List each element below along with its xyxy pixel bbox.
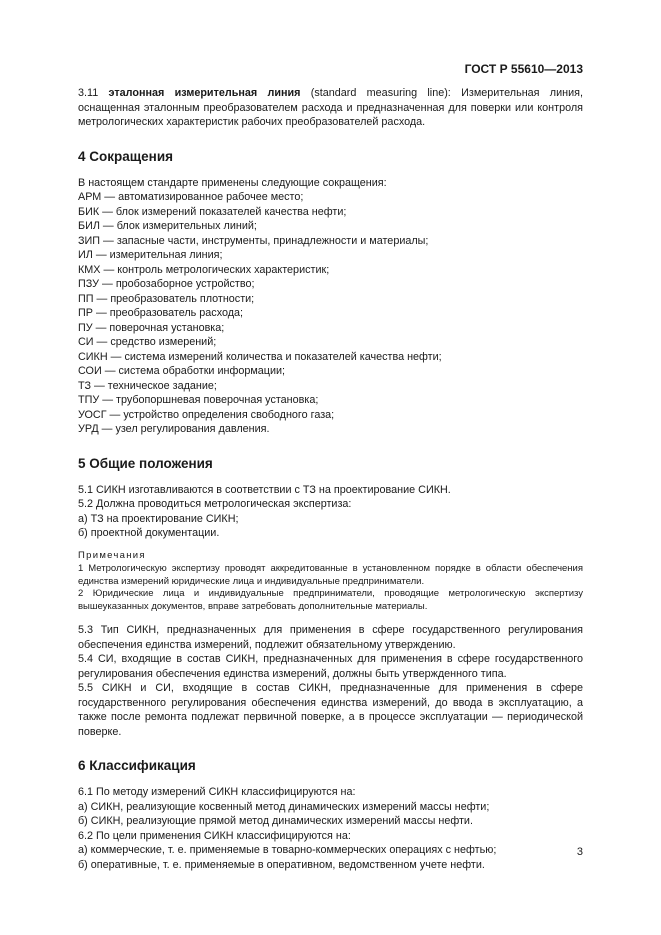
notes-title: Примечания — [78, 549, 146, 561]
section-4-intro: В настоящем стандарте применены следующие сокращения: — [78, 176, 387, 189]
paragraph-5-5: 5.5 СИКН и СИ, входящие в состав СИКН, предназначенные для применения в сфере государственного регулирования обеспечения единства измерений, до ввода в эксплуатацию, а также после ремонта подлежат первичной поверке, а в процессе эксплуатации — периодической поверке. — [78, 682, 583, 738]
paragraph-5-1: 5.1 СИКН изготавливаются в соответствии с ТЗ на проектирование СИКН. — [78, 483, 451, 496]
definition-number: 3.11 — [78, 87, 99, 99]
document-body — [78, 86, 583, 872]
abbreviation-item: ПЗУ — пробозаборное устройство; — [78, 278, 255, 290]
abbreviation-item: ЗИП — запасные части, инструменты, принадлежности и материалы; — [78, 234, 429, 247]
paragraph-6-1: 6.1 По методу измерений СИКН классифицируются на: — [78, 786, 356, 798]
abbreviation-item: ПР — преобразователь расхода; — [78, 307, 244, 319]
abbreviation-item: СИ — средство измерений; — [78, 336, 217, 348]
abbreviation-item: БИК — блок измерений показателей качества нефти; — [78, 205, 347, 218]
abbreviation-item: УОСГ — устройство определения свободного газа; — [78, 408, 335, 421]
definition-text: (standard measuring line): Измерительная линия, оснащенная эталонным преобразователем расхода и предназначенная для поверки или контроля метрологических характеристик рабочих преобразователей расхода. — [78, 87, 583, 128]
abbreviation-item: ПП — преобразователь плотности; — [78, 292, 255, 305]
section-5-heading: 5 Общие положения — [78, 455, 213, 471]
definition-term: эталонная измерительная линия — [108, 87, 301, 99]
paragraph-5-2-a: а) ТЗ на проектирование СИКН; — [78, 512, 239, 525]
abbreviation-item: ПУ — поверочная установка; — [78, 321, 225, 334]
definition-3-11 — [78, 86, 583, 130]
paragraph-5-4: 5.4 СИ, входящие в состав СИКН, предназначенных для применения в сфере государственного регулирования обеспечения единства измерений, должны быть утвержденного типа. — [78, 653, 583, 680]
abbreviation-list — [78, 190, 583, 437]
page-number: 3 — [576, 846, 583, 858]
abbreviation-item: СИКН — система измерений количества и показателей качества нефти; — [78, 350, 442, 363]
abbreviation-item: ТПУ — трубопоршневая поверочная установка; — [78, 394, 319, 406]
note-2: 2 Юридические лица и индивидуальные предприниматели, проводящие метрологическую экспертизу вышеуказанных документов, вправе затребовать дополнительные материалы. — [78, 588, 583, 612]
document-id: ГОСТ Р 55610—2013 — [464, 62, 583, 76]
paragraph-6-1-b: б) СИКН, реализующие прямой метод динамических измерений массы нефти. — [78, 815, 473, 827]
abbreviation-item: АРМ — автоматизированное рабочее место; — [78, 191, 304, 203]
section-6-heading: 6 Классификация — [78, 758, 196, 773]
paragraph-6-2: 6.2 По цели применения СИКН классифицируются на: — [78, 829, 351, 842]
paragraph-5-2: 5.2 Должна проводиться метрологическая экспертиза: — [78, 498, 352, 510]
abbreviation-item: УРД — узел регулирования давления. — [78, 423, 270, 435]
abbreviation-item: ТЗ — техническое задание; — [78, 379, 217, 392]
section-4-heading: 4 Сокращения — [78, 148, 173, 164]
abbreviation-item: СОИ — система обработки информации; — [78, 365, 286, 377]
abbreviation-item: КМХ — контроль метрологических характеристик; — [78, 263, 330, 276]
paragraph-5-2-b: б) проектной документации. — [78, 527, 220, 539]
paragraph-6-2-a: а) коммерческие, т. е. применяемые в товарно-коммерческих операциях с нефтью; — [78, 844, 497, 856]
abbreviation-item: БИЛ — блок измерительных линий; — [78, 220, 257, 232]
note-1: 1 Метрологическую экспертизу проводят аккредитованные в установленном порядке в области обеспечения единства измерений юридические лица и индивидуальные предприниматели. — [78, 563, 583, 587]
paragraph-5-3: 5.3 Тип СИКН, предназначенных для применения в сфере государственного регулирования обеспечения единства измерений, подлежит обязательному утверждению. — [78, 624, 583, 651]
paragraph-6-2-b: б) оперативные, т. е. применяемые в оперативном, ведомственном учете нефти. — [78, 858, 485, 871]
paragraph-6-1-a: а) СИКН, реализующие косвенный метод динамических измерений массы нефти; — [78, 800, 490, 813]
abbreviation-item: ИЛ — измерительная линия; — [78, 249, 223, 261]
